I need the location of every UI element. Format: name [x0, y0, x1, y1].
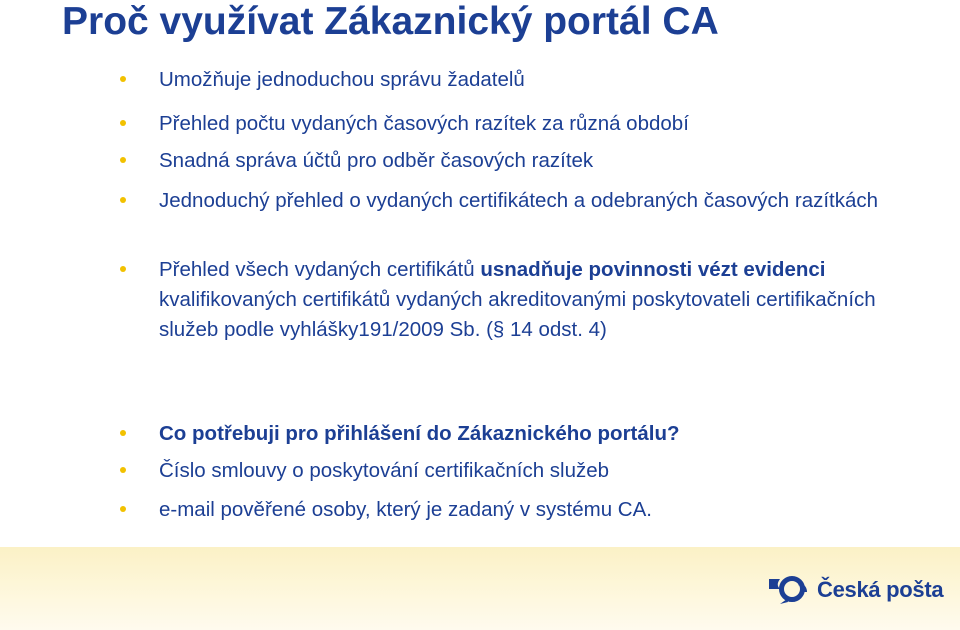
list-item-text: Jednoduchý přehled o vydaných certifikátech a odebraných časových razítkách — [159, 189, 879, 212]
bullet-icon — [120, 76, 126, 82]
slide-title: Proč využívat Zákaznický portál CA — [62, 0, 719, 43]
bullet-icon — [120, 506, 126, 512]
bullet-icon — [120, 197, 126, 203]
list-item — [120, 65, 900, 95]
bullet-icon — [120, 467, 126, 473]
list-item — [120, 146, 900, 176]
list-item — [120, 495, 900, 525]
list-item — [120, 255, 900, 345]
bullet-icon — [120, 157, 126, 163]
list-item-text — [159, 255, 900, 345]
list-item — [120, 186, 900, 216]
bullet-icon — [120, 120, 126, 126]
list-item-text: Přehled počtu vydaných časových razítek za různá období — [159, 112, 689, 135]
list-item-bold-text: usnadňuje povinnosti vézt evidenci — [480, 258, 826, 281]
list-item-text-part: Přehled všech vydaných certifikátů — [159, 258, 481, 281]
list-item-text: e-mail pověřené osoby, který je zadaný v systému CA. — [159, 498, 652, 521]
logo-text: Česká pošta — [817, 577, 944, 602]
ceska-posta-horn-icon — [767, 575, 809, 605]
ceska-posta-logo — [767, 573, 943, 607]
list-item-text: Umožňuje jednoduchou správu žadatelů — [159, 68, 525, 91]
list-item — [120, 419, 900, 449]
list-item — [120, 109, 900, 139]
bullet-icon — [120, 430, 126, 436]
list-item-text-part: kvalifikovaných certifikátů vydaných akreditovanými poskytovateli certifikačních služeb podle vyhlášky191/2009 Sb. (§ 14 odst. 4) — [159, 288, 876, 341]
list-item-text: Číslo smlouvy o poskytování certifikačních služeb — [159, 459, 610, 482]
list-item-text: Co potřebuji pro přihlášení do Zákaznického portálu? — [159, 422, 680, 445]
list-item-text: Snadná správa účtů pro odběr časových razítek — [159, 149, 594, 172]
bullet-icon — [120, 266, 126, 272]
list-item — [120, 456, 900, 486]
